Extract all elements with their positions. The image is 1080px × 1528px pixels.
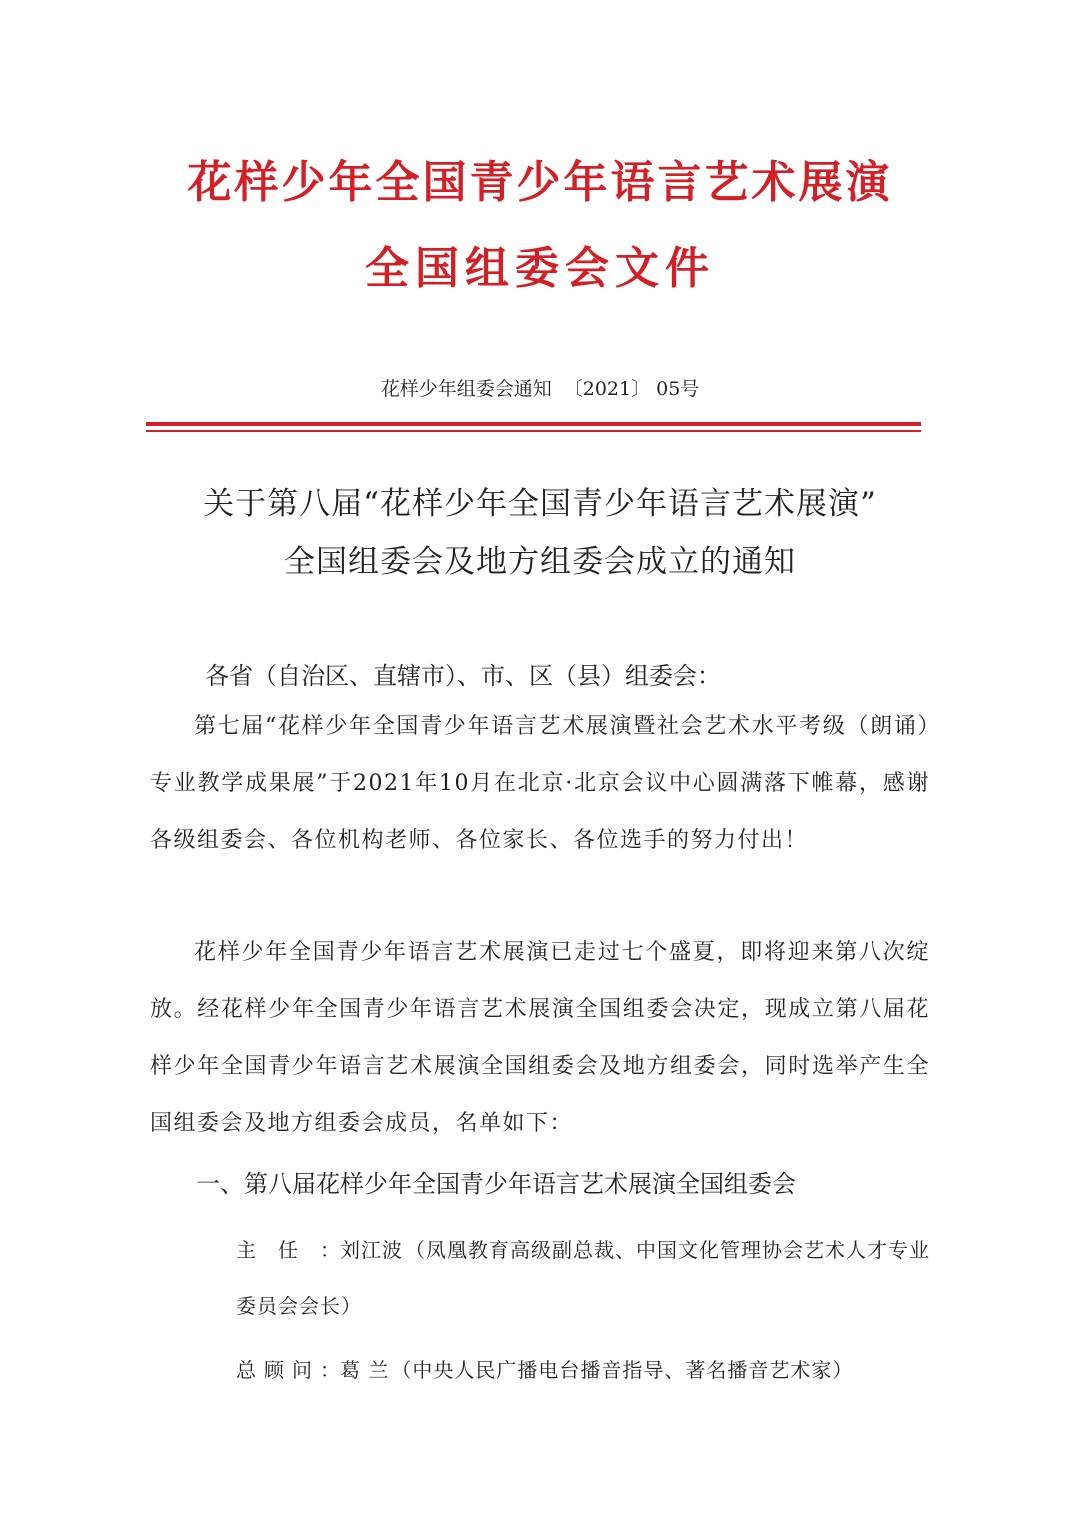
document-header-title-line1: 花样少年全国青少年语言艺术展演 (187, 157, 893, 208)
salutation: 各省（自治区、直辖市）、市、区（县）组委会： (205, 662, 721, 690)
member-name: 刘江波 (340, 1238, 403, 1262)
notice-title-line2: 全国组委会及地方组委会成立的通知 (284, 544, 796, 580)
member-entry (236, 1342, 936, 1398)
document-number-year: 〔2021〕 (563, 378, 651, 400)
notice-title-line1: 关于第八届“花样少年全国青少年语言艺术展演” (203, 486, 877, 522)
member-name: 葛 兰 (340, 1358, 390, 1382)
member-description: （中央人民广播电台播音指导、著名播音艺术家） (391, 1358, 854, 1382)
red-divider-thin (146, 430, 921, 432)
member-role: 主任： (236, 1238, 340, 1262)
member-entry (236, 1222, 936, 1334)
member-role: 总顾问： (236, 1358, 340, 1382)
member-description: （凤凰教育高级副总裁、中国文化管理协会艺术人才专业委员会会长） (236, 1238, 930, 1318)
red-divider-thick (146, 422, 921, 426)
body-paragraph-2: 花样少年全国青少年语言艺术展演已走过七个盛夏，即将迎来第八次绽放。经花样少年全国青少年语言艺术展演全国组委会决定，现成立第八届花样少年全国青少年语言艺术展演全国组委会及地方组委会，同时选举产生全国组委会及地方组委会成员，名单如下： (150, 940, 930, 1136)
document-number-serial: 05号 (656, 378, 700, 400)
document-number-prefix: 花样少年组委会通知 (380, 378, 552, 400)
document-number (0, 374, 1080, 401)
body-paragraph-1: 第七届“花样少年全国青少年语言艺术展演暨社会艺术水平考级（朗诵）专业教学成果展”于2021年10月在北京·北京会议中心圆满落下帷幕，感谢各级组委会、各位机构老师、各位家长、各位选手的努力付出！ (150, 714, 930, 853)
document-header-title-line2: 全国组委会文件 (365, 243, 715, 294)
section-heading: 一、第八届花样少年全国青少年语言艺术展演全国组委会 (196, 1170, 796, 1198)
